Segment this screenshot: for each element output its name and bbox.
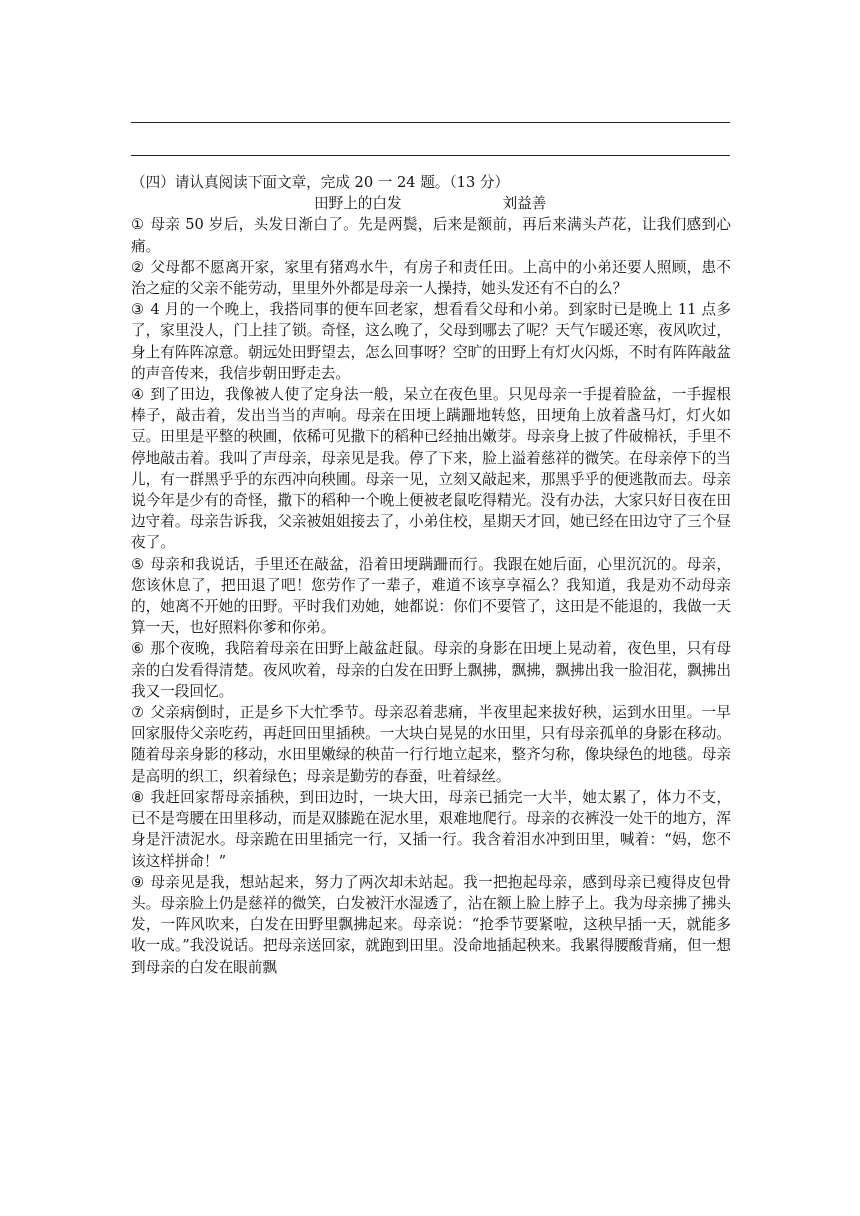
article-title: 田野上的白发 <box>314 195 402 213</box>
article-author: 刘益善 <box>502 195 547 213</box>
paragraph-number: ⑦ <box>131 704 145 722</box>
paragraph-text: 我赶回家帮母亲插秧，到田边时，一块大田，母亲已插完一大半，她太累了，体力不支，已不是弯腰在田里移动，而是双膝跪在泥水里，艰难地爬行。母亲的衣裤没一处干的地方，浑身是汗渍泥水。母亲跪在田里插完一行，又插一行。我含着泪水冲到田里，喊着：“妈，您不该这样拼命！” <box>131 788 731 870</box>
paragraph <box>131 554 731 639</box>
paragraph <box>131 214 731 256</box>
paragraph-number: ④ <box>131 386 145 404</box>
paragraph-number: ① <box>131 216 145 234</box>
article-body <box>131 214 731 977</box>
paragraph-number: ⑤ <box>131 555 145 573</box>
answer-line-1 <box>131 122 730 123</box>
paragraph-number: ⑥ <box>131 640 145 658</box>
paragraph-text: 父亲病倒时，正是乡下大忙季节。母亲忍着悲痛，半夜里起来拔好秧，运到水田里。一早回家服侍父亲吃药，再赶回田里插秧。一大块白晃晃的水田里，只有母亲孤单的身影在移动。随着母亲身影的移动，水田里嫩绿的秧苗一行行地立起来，整齐匀称，像块绿色的地毯。母亲是高明的织工，织着绿色；母亲是勤劳的春蚕，吐着绿丝。 <box>131 704 731 785</box>
paragraph-text: 母亲和我说话，手里还在敲盆，沿着田埂蹒跚而行。我跟在她后面，心里沉沉的。母亲，您该休息了，把田退了吧！您劳作了一辈子，难道不该享享福么？我知道，我是劝不动母亲的，她离不开她的田野。平时我们劝她，她都说：你们不要管了，这田是不能退的，我做一天算一天，也好照料你爹和你弟。 <box>131 555 731 637</box>
answer-line-2 <box>131 155 730 156</box>
paragraph-text: 到了田边，我像被人使了定身法一般，呆立在夜色里。只见母亲一手提着脸盆，一手握根棒子，敲击着，发出当当的声响。母亲在田埂上蹒跚地转悠，田埂角上放着盏马灯，灯火如豆。田里是平整的秧圃，依稀可见撒下的稻种已经抽出嫩芽。母亲身上披了件破棉袄，手里不停地敲击着。我叫了声母亲，母亲见是我。停了下来，脸上溢着慈祥的微笑。在母亲停下的当儿，有一群黑乎乎的东西冲向秧圃。母亲一见，立刻又敲起来，那黑乎乎的便逃散而去。母亲说今年是少有的奇怪，撒下的稻种一个晚上便被老鼠吃得精光。没有办法，大家只好日夜在田边守着。母亲告诉我，父亲被姐姐接去了，小弟住校，星期天才回，她已经在田边守了三个昼夜了。 <box>131 386 731 552</box>
paragraph-text: 母亲见是我，想站起来，努力了两次却未站起。我一把抱起母亲，感到母亲已瘦得皮包骨头。母亲脸上仍是慈祥的微笑，白发被汗水湿透了，沾在额上脸上脖子上。我为母亲拂了拂头发，一阵风吹来，白发在田野里飘拂起来。母亲说：“抢季节要紧啦，这秧早插一天，就能多收一成。”我没说话。把母亲送回家，就跑到田里。没命地插起秧来。我累得腰酸背痛，但一想到母亲的白发在眼前飘 <box>131 873 731 976</box>
paragraph-number: ⑧ <box>131 788 145 806</box>
paragraph <box>131 872 731 978</box>
paragraph-text: 那个夜晚，我陪着母亲在田野上敲盆赶鼠。母亲的身影在田埂上晃动着，夜色里，只有母亲的白发看得清楚。夜风吹着，母亲的白发在田野上飘拂，飘拂，飘拂出我一脸泪花，飘拂出我又一段回忆。 <box>131 640 731 700</box>
paragraph <box>131 257 731 299</box>
reading-section <box>131 172 731 978</box>
article-heading <box>131 193 731 214</box>
paragraph-text: 母亲 50 岁后，头发日渐白了。先是两鬓，后来是额前，再后来满头芦花，让我们感到心痛。 <box>131 216 731 255</box>
paragraph <box>131 787 731 872</box>
section-header: （四）请认真阅读下面文章，完成 20 一 24 题。（13 分） <box>131 174 510 191</box>
paragraph <box>131 702 731 787</box>
paragraph-number: ② <box>131 258 145 276</box>
paragraph <box>131 299 731 384</box>
paragraph-number: ⑨ <box>131 873 145 891</box>
paragraph-text: 父母都不愿离开家，家里有猪鸡水牛，有房子和责任田。上高中的小弟还要人照顾，患不治之症的父亲不能劳动，里里外外都是母亲一人操持，她头发还有不白的么？ <box>131 258 731 298</box>
paragraph-number: ③ <box>131 301 145 319</box>
paragraph <box>131 638 731 702</box>
paragraph-text: 4 月的一个晚上，我搭同事的便车回老家，想看看父母和小弟。到家时已是晚上 11 点多了，家里没人，门上挂了锁。奇怪，这么晚了，父母到哪去了呢？天气乍暖还寒，夜风吹过，身上有阵阵凉意。朝远处田野望去，怎么回事呀？空旷的田野上有灯火闪烁，不时有阵阵敲盆的声音传来，我信步朝田野走去。 <box>131 301 731 382</box>
paragraph <box>131 384 731 554</box>
